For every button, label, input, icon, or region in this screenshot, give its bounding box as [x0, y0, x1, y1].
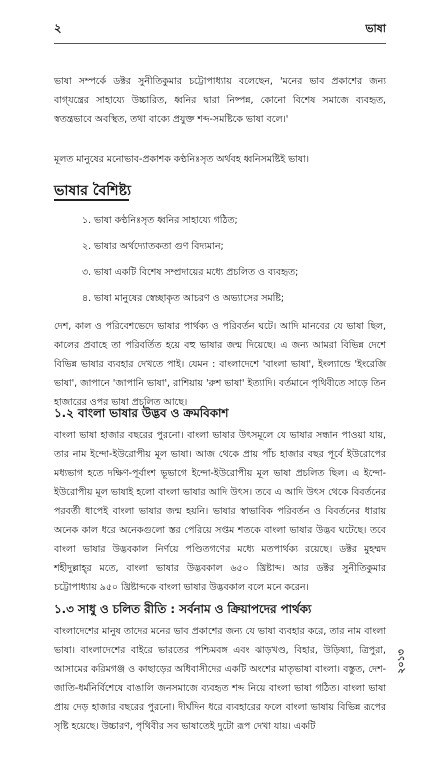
page-header	[54, 20, 386, 36]
running-title: ভাষা	[365, 22, 386, 35]
feature-item: ৪. ভাষা মানুষের স্বেচ্ছাকৃত আচরণ ও অভ্যাসের সমষ্টি;	[82, 293, 285, 304]
section-1-2-paragraph: বাংলা ভাষা হাজার বছরের পুরনো। বাংলা ভাষার উৎসমূলে যে ভাষার সন্ধান পাওয়া যায়, তার নাম ইন্দো-ইউরোপীয় মূল ভাষা। আজ থেকে প্রায় পাঁচ হাজার বছর পূর্বে ইউরোপের মধ্যভাগ হতে দক্ষিণ-পূর্বাংশ ভূভাগে ইন্দো-ইউরোপীয় মূল ভাষা প্রচলিত ছিল। এ ইন্দো-ইউরোপীয় মূল ভাষাই হলো বাংলা ভাষার আদি উৎস। তবে এ আদি উৎস থেকে বিবর্তনের পরবর্তী ধাপেই বাংলা ভাষার জন্ম হয়নি। ভাষার স্বাভাবিক পরিবর্তন ও বিবর্তনের ধারায় অনেক কাল ধরে অনেকগুলো স্তর পেরিয়ে সপ্তম শতকে বাংলা ভাষার উদ্ভব ঘটেছে। তবে বাংলা ভাষার উদ্ভবকাল নির্ণয়ে পণ্ডিতগণের মধ্যে মতপার্থক্য রয়েছে। ডক্টর মুহম্মদ শহীদুল্লাহ্‌র মতে, বাংলা ভাষার উদ্ভবকাল ৬৫০ খ্রিষ্টাব্দ। আর ডক্টর সুনীতিকুমার চট্টোপাধ্যায় ৯৫০ খ্রিষ্টাব্দকে বাংলা ভাষার উদ্ভবকাল বলে মনে করেন।	[54, 430, 386, 593]
features-heading-underline	[54, 199, 129, 201]
features-heading: ভাষার বৈশিষ্ট্য	[54, 183, 132, 199]
feature-item: ৩. ভাষা একটি বিশেষ সম্প্রদায়ের মধ্যে প্রচলিত ও ব্যবহৃত;	[82, 267, 299, 278]
feature-item: ২. ভাষার অর্থদ্যোতকতা গুণ বিদ্যমান;	[82, 241, 224, 252]
change-paragraph: দেশ, কাল ও পরিবেশভেদে ভাষার পার্থক্য ও পরিবর্তন ঘটে। আদি মানবের যে ভাষা ছিল, কালের প্রবাহে তা পরিবর্তিত হয়ে বহু ভাষার জন্ম দিয়েছে। এ জন্য আমরা বিভিন্ন দেশে বিভিন্ন ভাষার ব্যবহার দেখতে পাই। যেমন : বাংলাদেশে 'বাংলা ভাষা', ইংল্যান্ডে 'ইংরেজি ভাষা', জাপানে 'জাপানি ভাষা', রাশিয়ায় 'রুশ ভাষা' ইত্যাদি। বর্তমানে পৃথিবীতে সাড়ে তিন হাজারের ওপর ভাষা প্রচলিত আছে।	[54, 321, 386, 408]
section-1-3-paragraph: বাংলাদেশের মানুষ তাদের মনের ভাব প্রকাশের জন্য যে ভাষা ব্যবহার করে, তার নাম বাংলা ভাষা। বাংলাদেশের বাইরে ভারতের পশ্চিমবঙ্গ এবং ঝাড়খণ্ড, বিহার, উড়িষ্যা, ত্রিপুরা, আসামের করিমগঞ্জ ও কাছাড়ের অধিবাসীদের একটি অংশের মাতৃভাষা বাংলা। বস্তুত, দেশ-জাতি-ধর্মনির্বিশেষে বাঙালি জনসমাজে ব্যবহৃত শব্দ নিয়ে বাংলা ভাষা গঠিত। বাংলা ভাষা প্রায় দেড় হাজার বছরের পুরনো। দীর্ঘদিন ধরে ব্যবহারের ফলে বাংলা ভাষায় বিভিন্ন রূপের সৃষ্টি হয়েছে। উচ্চারণ, পৃথিবীর সব ভাষাতেই দুটো রূপ দেখা যায়। একটি	[54, 626, 386, 732]
margin-stamp: ২০১৩	[395, 649, 407, 674]
feature-item: ১. ভাষা কণ্ঠনিঃসৃত ধ্বনির সাহায্যে গঠিত;	[82, 215, 238, 226]
section-heading-1-3: ১.৩ সাধু ও চলিত রীতি : সর্বনাম ও ক্রিয়াপদের পার্থক্য	[54, 602, 312, 616]
page-number: ২	[54, 21, 62, 35]
summary-line: মূলত মানুষের মনোভাব-প্রকাশক কণ্ঠনিঃসৃত অর্থবহ ধ্বনিসমষ্টিই ভাষা।	[54, 154, 310, 165]
header-rule	[54, 43, 386, 44]
intro-paragraph: ভাষা সম্পর্কে ডক্টর সুনীতিকুমার চট্টোপাধ্যায় বলেছেন, 'মনের ভাব প্রকাশের জন্য বাগ্‌যন্ত্রের সাহায্যে উচ্চারিত, ধ্বনির দ্বারা নিষ্পন্ন, কোনো বিশেষ সমাজে ব্যবহৃত, স্বতন্ত্রভাবে অবস্থিত, তথা বাক্যে প্রযুক্ত শব্দ-সমষ্টিকে ভাষা বলে।'	[54, 76, 386, 125]
section-heading-1-2: ১.২ বাংলা ভাষার উদ্ভব ও ক্রমবিকাশ	[54, 406, 229, 420]
